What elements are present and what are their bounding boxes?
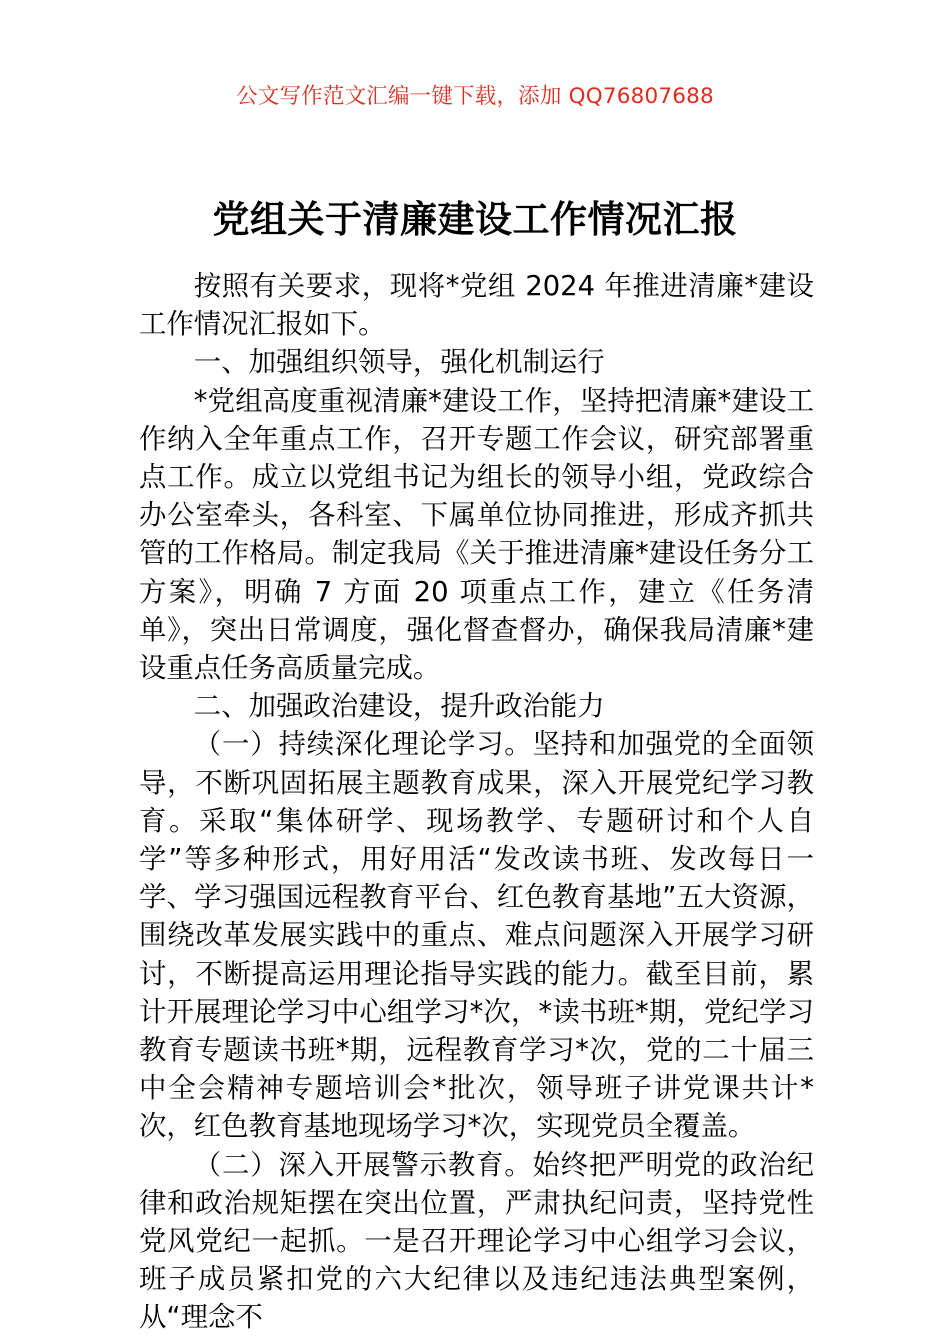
section-heading-two: 二、加强政治建设，提升政治能力	[193, 691, 605, 723]
section-one-body: *党组高度重视清廉*建设工作，坚持把清廉*建设工作纳入全年重点工作，召开专题工作会议，研究部署重点工作。成立以党组书记为组长的领导小组，党政综合办公室牵头，各科室、下属单位协同推进，形成齐抓共管的工作格局。制定我局《关于推进清廉*建设任务分工方案》，明确 7 方面 20 项重点工作，建立《任务清单》，突出日常调度，强化督查督办，确保我局清廉*建设重点任务高质量完成。	[139, 385, 814, 685]
document-title: 党组关于清廉建设工作情况汇报	[212, 197, 738, 241]
document-body	[139, 268, 814, 1338]
section-heading-one: 一、加强组织领导，强化机制运行	[193, 347, 605, 379]
paragraph-intro: 按照有关要求，现将*党组 2024 年推进清廉*建设工作情况汇报如下。	[139, 271, 814, 341]
promo-banner-text: 公文写作范文汇编一键下载，添加 QQ76807688	[236, 84, 714, 109]
section-two-item-two: （二）深入开展警示教育。始终把严明党的政治纪律和政治规矩摆在突出位置，严肃执纪问责，坚持党性党风党纪一起抓。一是召开理论学习中心组学习会议，班子成员紧扣党的六大纪律以及违纪违法典型案例，从“理念不	[139, 1149, 814, 1334]
section-two-item-one: （一）持续深化理论学习。坚持和加强党的全面领导，不断巩固拓展主题教育成果，深入开展党纪学习教育。采取“集体研学、现场教学、专题研讨和个人自学”等多种形式，用好用活“发改读书班、发改每日一学、学习强国远程教育平台、红色教育基地”五大资源，围绕改革发展实践中的重点、难点问题深入开展学习研讨，不断提高运用理论指导实践的能力。截至目前，累计开展理论学习中心组学习*次，*读书班*期，党纪学习教育专题读书班*期，远程教育学习*次，党的二十届三中全会精神专题培训会*批次，领导班子讲党课共计*次，红色教育基地现场学习*次，实现党员全覆盖。	[139, 729, 814, 1143]
